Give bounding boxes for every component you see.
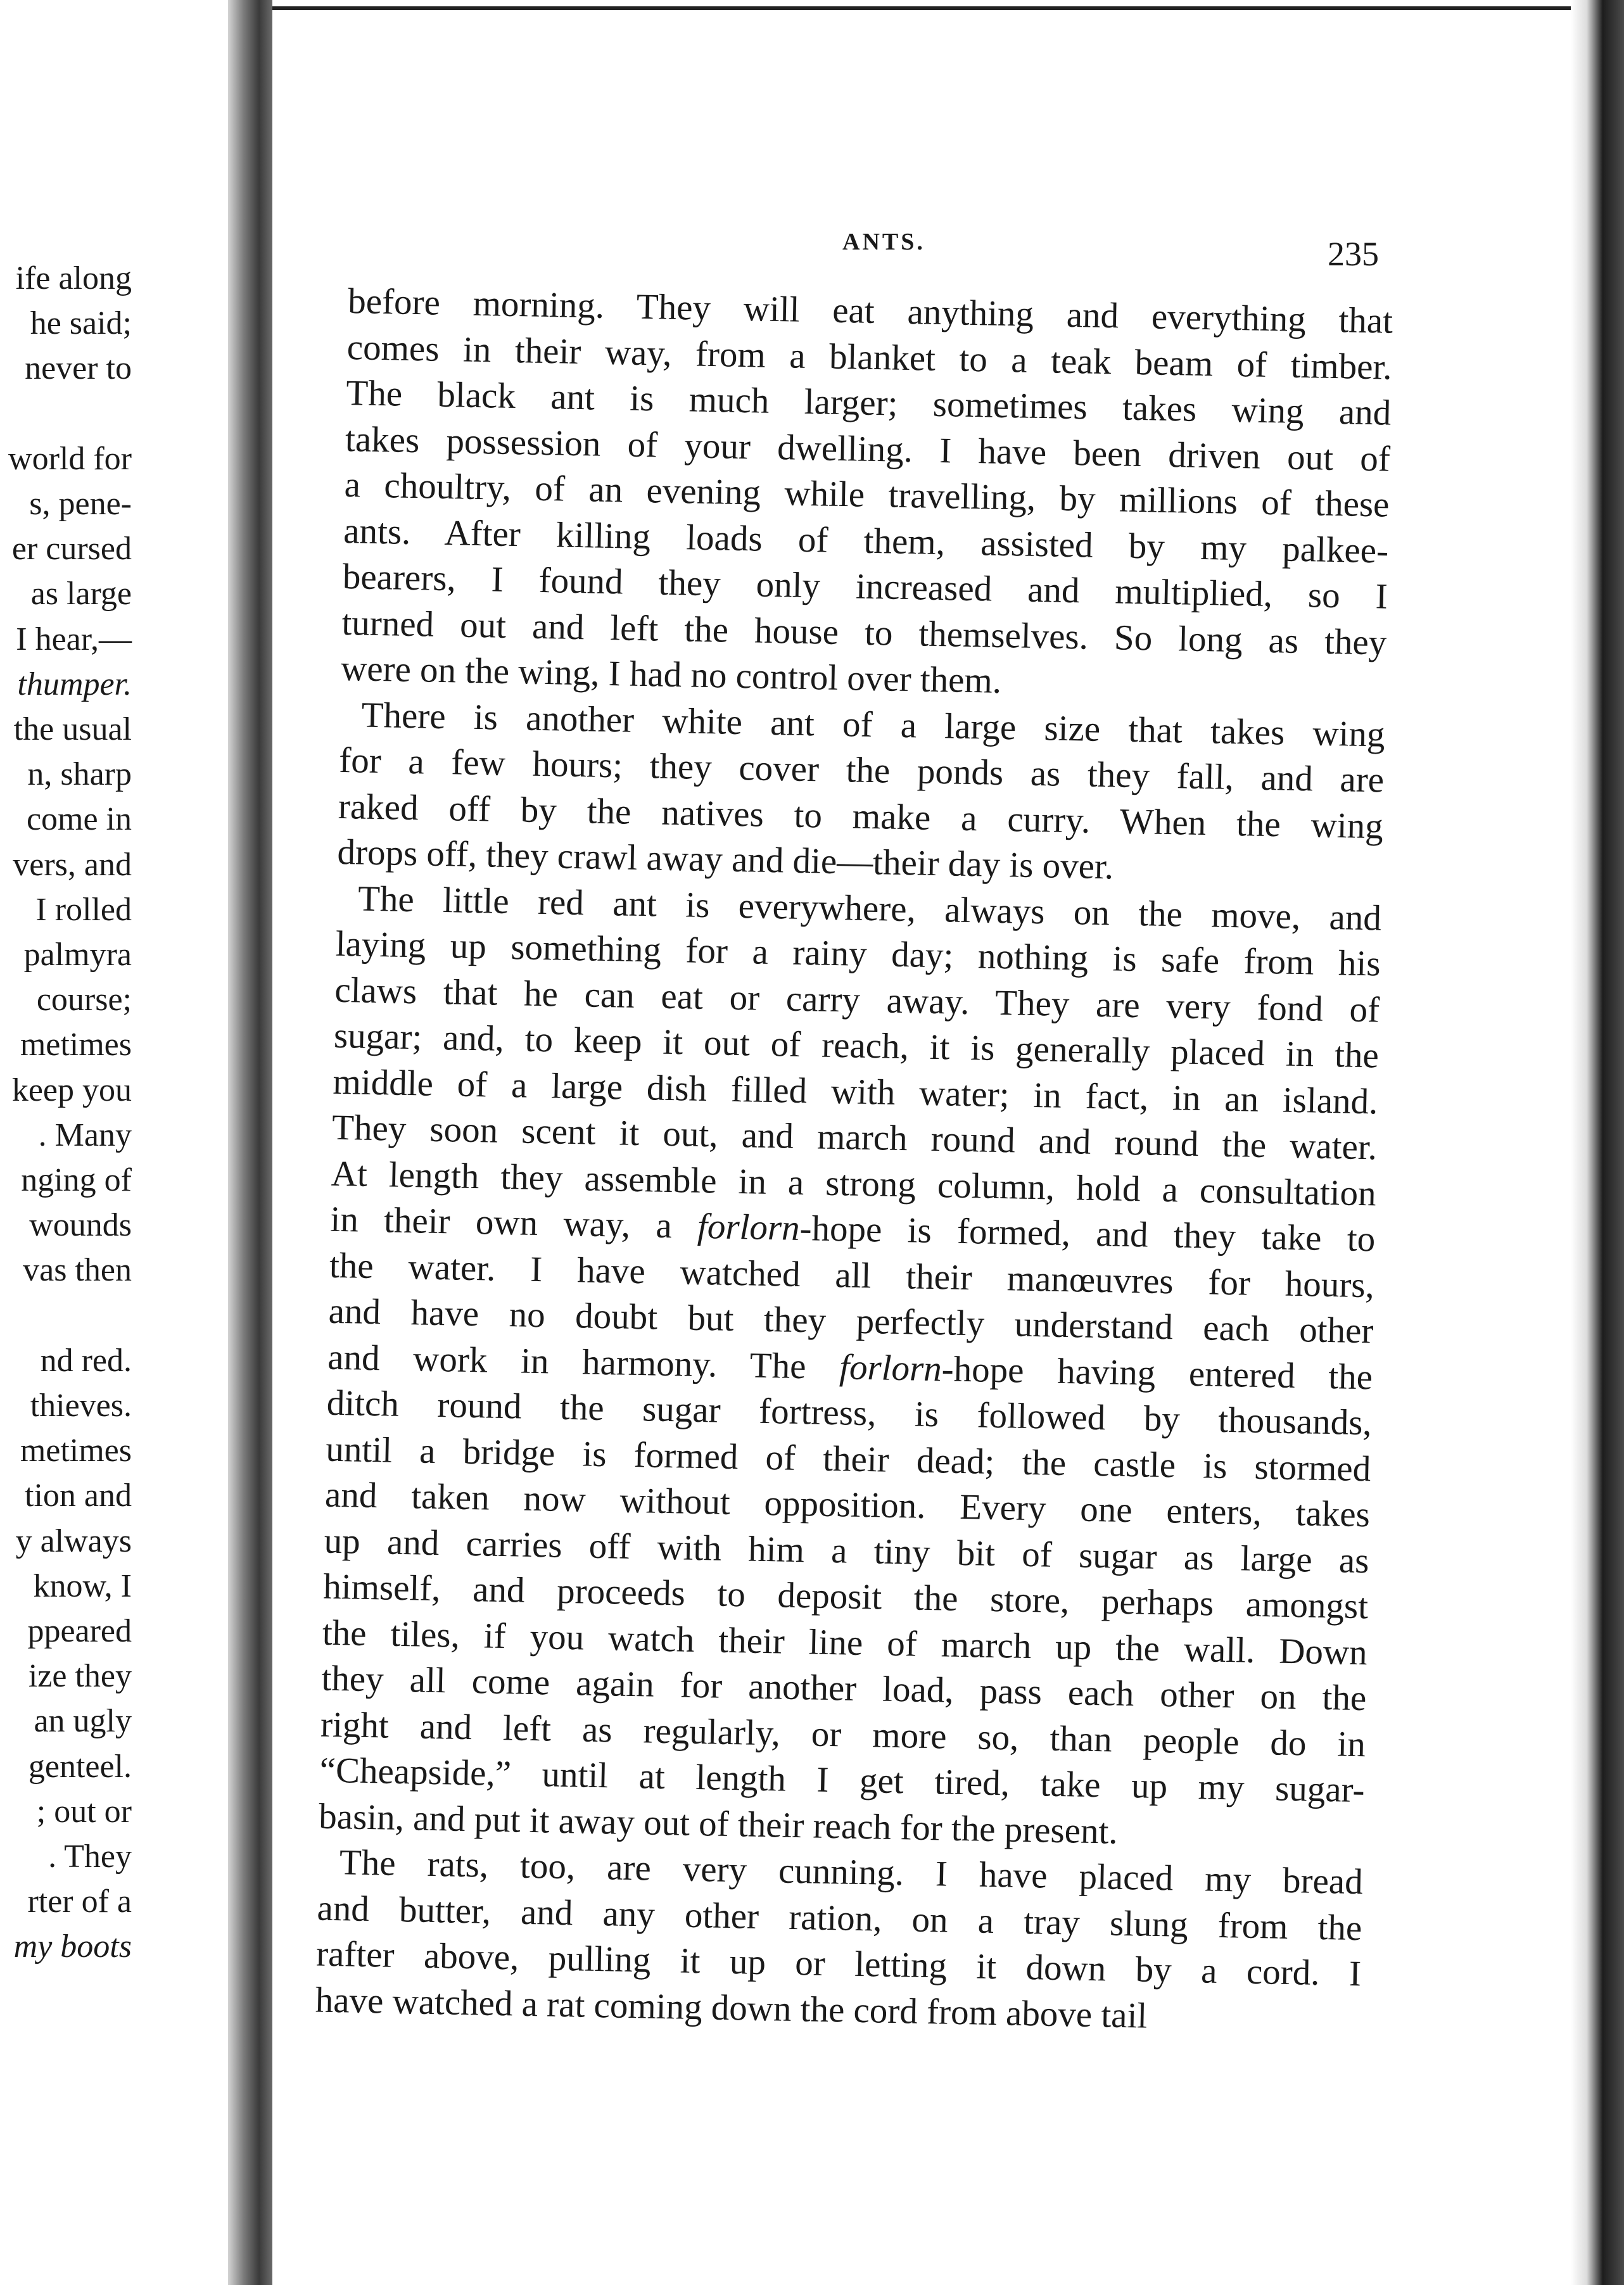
- previous-page-line: I hear,—: [16, 621, 132, 657]
- previous-page-line: come in: [26, 801, 132, 838]
- previous-page-line: . They: [48, 1839, 132, 1875]
- body-line: bearers, I found they only increased and multiplied, so I: [342, 556, 1388, 617]
- previous-page-line: thieves.: [30, 1388, 132, 1424]
- body-line: they all come again for another load, pass each other on the: [320, 1658, 1367, 1719]
- body-line: ants. After killing loads of them, assisted by my palkee-: [343, 510, 1389, 571]
- previous-page-text: [0, 0, 141, 2285]
- previous-page-line: vas then: [23, 1252, 132, 1289]
- body-line: the water. I have watched all their manœuvres for hours,: [329, 1245, 1375, 1305]
- previous-page-line: n, sharp: [27, 756, 132, 793]
- body-line: The rats, too, are very cunning. I have placed my bread: [339, 1842, 1364, 1902]
- previous-page-line: keep you: [11, 1072, 132, 1108]
- previous-page-line: the usual: [13, 711, 132, 747]
- body-line: laying up something for a rainy day; nothing is safe from his: [335, 923, 1381, 984]
- body-line: At length they assemble in a strong column, hold a consultation: [331, 1153, 1377, 1213]
- previous-page-line: as large: [30, 576, 132, 612]
- body-line: and butter, and any other ration, on a tray slung from the: [317, 1888, 1362, 1948]
- previous-page-line: world for: [8, 440, 132, 477]
- body-line: and taken now without opposition. Every one enters, takes: [324, 1474, 1371, 1535]
- previous-page-line: nd red.: [40, 1342, 132, 1379]
- previous-page-line: my boots: [13, 1928, 132, 1965]
- body-line: The black ant is much larger; sometimes takes wing and: [345, 372, 1392, 433]
- book-gutter: [228, 0, 272, 2285]
- body-line: the tiles, if you watch their line of march up the wall. Down: [322, 1612, 1368, 1673]
- previous-page-line: ; out or: [36, 1793, 132, 1830]
- body-line: claws that he can eat or carry away. They are very fond of: [334, 970, 1380, 1030]
- body-line: They soon scent it out, and march round and round the water.: [331, 1107, 1378, 1168]
- body-line: drops off, they crawl away and die—their day is over.: [337, 832, 1114, 887]
- previous-page-line: genteel.: [28, 1748, 132, 1785]
- previous-page-line: er cursed: [11, 531, 132, 567]
- previous-page-line: palmyra: [23, 937, 132, 973]
- previous-page-line: tion and: [25, 1478, 132, 1514]
- previous-page-line: s, pene-: [29, 486, 132, 522]
- previous-page-line: an ugly: [34, 1703, 132, 1740]
- body-line: takes possession of your dwelling. I have been driven out of: [345, 419, 1391, 479]
- previous-page-line: never to: [25, 350, 132, 387]
- body-line: and work in harmony. The forlorn-hope having entered the: [327, 1337, 1373, 1397]
- body-line: himself, and proceeds to deposit the store, perhaps amongst: [322, 1566, 1369, 1627]
- body-line: turned out and left the house to themselves. So long as they: [341, 602, 1387, 663]
- body-line: a choultry, of an evening while travelling, by millions of these: [344, 464, 1390, 525]
- page-number: 235: [1328, 235, 1379, 273]
- body-line: The little red ant is everywhere, always on the move, and: [357, 878, 1382, 938]
- previous-page-line: rter of a: [27, 1883, 132, 1920]
- body-line: raked off by the natives to make a curry. When the wing: [338, 786, 1384, 847]
- previous-page-line: metimes: [20, 1027, 132, 1063]
- previous-page: [0, 0, 241, 2285]
- body-line: rafter above, pulling it up or letting it down by a cord. I: [315, 1934, 1362, 1994]
- body-text: [315, 279, 1393, 2043]
- body-line: have watched a rat coming down the cord from above tail: [315, 1980, 1148, 2036]
- body-line: basin, and put it away out of their reach for the present.: [318, 1796, 1119, 1852]
- body-line: “Cheapside,” until at length I get tired, take up my sugar-: [319, 1750, 1366, 1811]
- previous-page-line: y always: [15, 1522, 132, 1559]
- previous-page-line: ize they: [28, 1658, 132, 1695]
- previous-page-line: know, I: [33, 1567, 132, 1604]
- body-line: until a bridge is formed of their dead; the castle is stormed: [325, 1429, 1371, 1489]
- body-line: middle of a large dish filled with water; in fact, in an island.: [333, 1061, 1378, 1122]
- running-head: ANTS.: [842, 229, 925, 255]
- body-line: up and carries off with him a tiny bit of sugar as large as: [324, 1521, 1370, 1581]
- body-line: before morning. They will eat anything and everything that: [347, 281, 1393, 341]
- previous-page-line: metimes: [20, 1433, 132, 1469]
- previous-page-line: . Many: [38, 1117, 132, 1153]
- body-line: in their own way, a forlorn-hope is formed, and they take to: [329, 1199, 1376, 1260]
- previous-page-line: course;: [36, 982, 132, 1018]
- body-line: were on the wing, I had no control over them.: [340, 648, 1002, 701]
- previous-page-line: vers, and: [13, 846, 132, 883]
- body-line: There is another white ant of a large size that takes wing: [361, 695, 1386, 755]
- body-line: right and left as regularly, or more so, than people do in: [320, 1704, 1366, 1764]
- previous-page-line: I rolled: [35, 891, 132, 928]
- previous-page-line: wounds: [29, 1207, 132, 1244]
- body-line: for a few hours; they cover the ponds as they fall, and are: [338, 740, 1385, 801]
- body-line: sugar; and, to keep it out of reach, it is generally placed in the: [333, 1015, 1380, 1076]
- previous-page-line: ppeared: [27, 1613, 132, 1649]
- body-line: comes in their way, from a blanket to a teak beam of timber.: [346, 327, 1393, 388]
- body-line: ditch round the sugar fortress, is followed by thousands,: [326, 1383, 1373, 1443]
- body-line: and have no doubt but they perfectly understand each other: [328, 1291, 1374, 1351]
- previous-page-line: nging of: [21, 1162, 132, 1198]
- previous-page-line: ife along: [15, 260, 132, 296]
- page-edge-shadow: [1571, 0, 1624, 2285]
- previous-page-line: he said;: [30, 305, 132, 342]
- previous-page-line: thumper.: [17, 666, 132, 702]
